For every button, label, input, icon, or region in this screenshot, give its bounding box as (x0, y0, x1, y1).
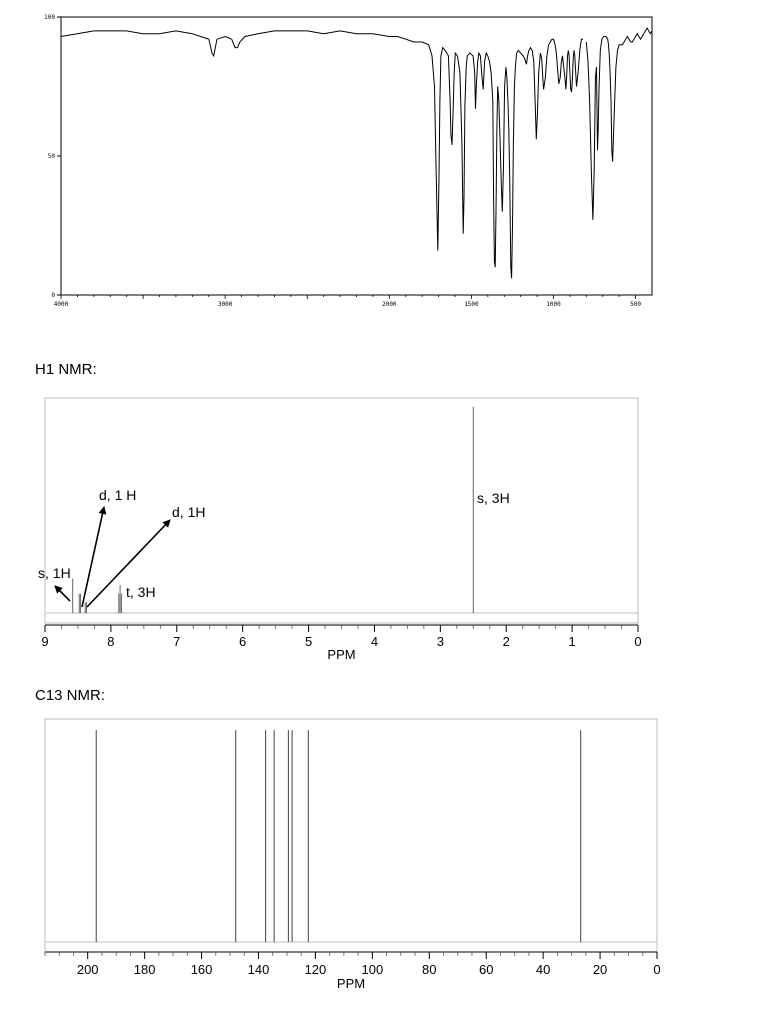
peak-annotation: t, 3H (126, 584, 156, 600)
peak-annotation: s, 1H (38, 565, 71, 581)
x-tick-label: 500 (630, 301, 642, 308)
x-tick-label: 160 (190, 962, 213, 977)
x-tick-label: 200 (76, 962, 99, 977)
x-tick-label: 100 (361, 962, 384, 977)
x-tick-label: 5 (304, 634, 313, 649)
x-tick-label: 1000 (546, 301, 561, 308)
x-tick-label: 0 (634, 634, 642, 649)
ir-series-line (61, 31, 583, 278)
x-axis-label: PPM (336, 976, 366, 991)
annotation-arrow (55, 586, 70, 601)
c13-nmr-title: C13 NMR: (35, 687, 106, 704)
x-tick-label: 140 (247, 962, 270, 977)
ir-spectrum-chart (0, 0, 758, 320)
x-tick-label: 6 (239, 634, 247, 649)
x-tick-label: 0 (653, 962, 661, 977)
peak-annotation: s, 3H (477, 490, 510, 506)
x-tick-label: 80 (422, 962, 437, 977)
peak-annotation: d, 1 H (99, 487, 137, 503)
h1-nmr-title: H1 NMR: (35, 361, 97, 378)
x-tick-label: 120 (304, 962, 327, 977)
x-tick-label: 60 (478, 962, 494, 977)
x-tick-label: 2000 (382, 301, 397, 308)
y-tick-label: 50 (47, 153, 55, 160)
peak-annotation: d, 1H (172, 504, 206, 520)
x-tick-label: 1500 (464, 301, 479, 308)
x-tick-label: 20 (592, 962, 608, 977)
ir-series-line (586, 28, 652, 220)
x-tick-label: 2 (502, 634, 510, 649)
x-tick-label: 1 (568, 634, 576, 649)
x-tick-label: 7 (173, 634, 181, 649)
x-tick-label: 4000 (53, 301, 69, 308)
x-tick-label: 3000 (217, 301, 233, 308)
x-tick-label: 9 (41, 634, 49, 649)
x-axis-label: PPM (327, 647, 356, 662)
y-tick-label: 100 (44, 14, 55, 21)
plot-frame (45, 719, 657, 952)
x-tick-label: 4 (370, 634, 379, 649)
x-tick-label: 40 (535, 962, 551, 977)
c13-nmr-chart (0, 705, 758, 1015)
x-tick-label: 3 (436, 634, 444, 649)
x-tick-label: 8 (107, 634, 115, 649)
x-tick-label: 180 (133, 962, 156, 977)
y-tick-label: 0 (51, 292, 55, 299)
plot-frame (61, 17, 652, 295)
h1-nmr-chart (0, 385, 758, 675)
